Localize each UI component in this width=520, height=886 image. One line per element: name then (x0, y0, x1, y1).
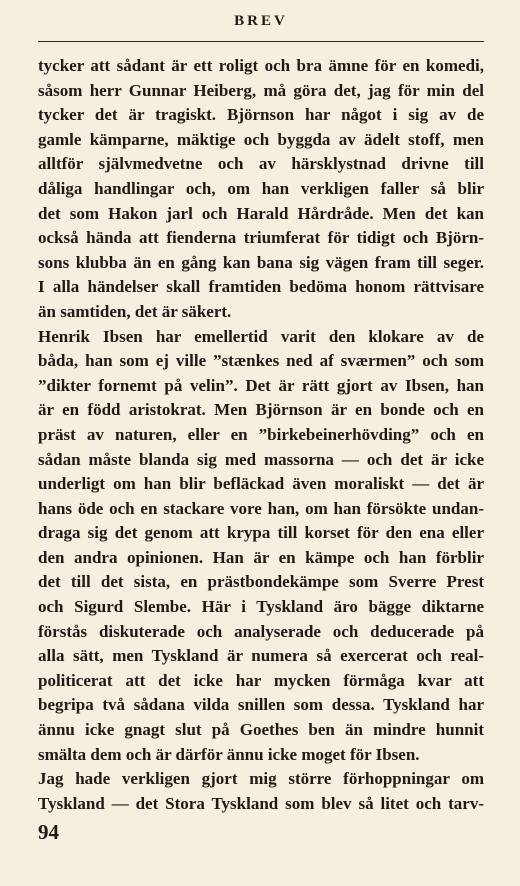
text-line: smälta dem och är därför ännu icke moget för Ibsen. (38, 744, 420, 764)
header-rule (38, 41, 484, 42)
text-line: tycker att sådant är ett roligt och bra ämne för en komedi, (38, 56, 484, 75)
text-line: förstås diskuterade och analyserade och deducerade på (38, 621, 484, 641)
text-line: Henrik Ibsen har emellertid varit den klokare av de (38, 326, 484, 346)
text-line: båda, han som ej ville ”stænkes ned af sværmen” och som (38, 351, 484, 371)
text-line: ”dikter fornemt på velin”. Det är rätt gjort av Ibsen, han (38, 375, 484, 395)
page-number: 94 (38, 820, 59, 844)
body-text (38, 54, 484, 816)
text-line: I alla händelser skall framtiden bedöma honom rättvisare (38, 277, 484, 297)
text-line: Jag hade verkligen gjort mig större förhoppningar om (38, 769, 484, 789)
text-line: sons klubba än en gång kan bana sig vägen fram till seger. (38, 252, 484, 272)
text-line: ännu icke gnagt slut på Goethes ben än mindre hunnit (38, 720, 484, 740)
text-line: alltför självmedvetne och av härsklystnad drivne till (38, 154, 484, 174)
text-line: såsom herr Gunnar Heiberg, må göra det, jag för min del (38, 80, 484, 100)
text-line: politicerat att det icke har mycken förmåga kvar att (38, 670, 484, 690)
text-line: är en född aristokrat. Men Björnson är en bonde och en (38, 400, 484, 420)
text-line: präst av naturen, eller en ”birkebeinerhövding” och en (38, 424, 484, 444)
running-head: BREV (234, 13, 288, 29)
text-line: sådan måste blanda sig med massorna — och det är icke (38, 449, 484, 469)
text-line: Tyskland — det Stora Tyskland som blev så litet och tarv- (38, 793, 484, 813)
text-line: hans öde och en stackare vore han, om han försökte undan- (38, 498, 484, 518)
text-line: det som Hakon jarl och Harald Hårdråde. Men det kan (38, 203, 484, 223)
text-line: underligt om han blir befläckad även moraliskt — det är (38, 474, 484, 494)
text-line: det till det sista, en prästbondekämpe som Sverre Prest (38, 572, 484, 592)
text-line: begripa två sådana vilda snillen som dessa. Tyskland har (38, 695, 484, 715)
text-line: draga sig det genom att krypa till korset för den ena eller (38, 523, 484, 543)
text-line: och Sigurd Slembe. Här i Tyskland äro bägge diktarne (38, 597, 484, 617)
text-line: tycker det är tragiskt. Björnson har något i sig av de (38, 105, 484, 125)
text-line: gamle kämparne, mäktige och byggda av ädelt stoff, men (38, 129, 484, 149)
text-line: dåliga handlingar och, om han verkligen faller så blir (38, 178, 484, 198)
text-line: också hända att fienderna triumferat för tidigt och Björn- (38, 228, 484, 248)
text-line: än samtiden, det är säkert. (38, 301, 232, 321)
text-line: alla sätt, men Tyskland är numera så exercerat och real- (38, 646, 484, 666)
text-line: den andra opinionen. Han är en kämpe och han förblir (38, 547, 484, 567)
